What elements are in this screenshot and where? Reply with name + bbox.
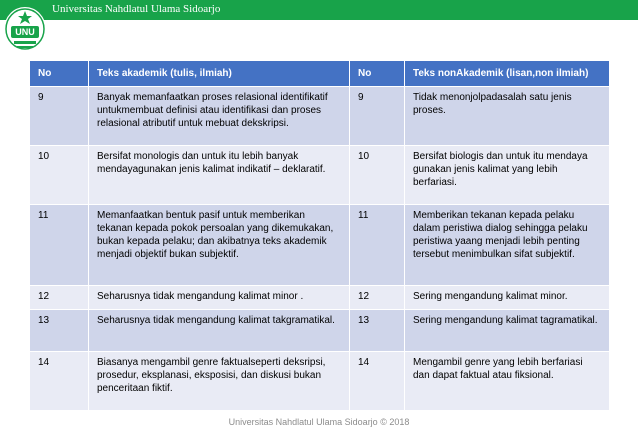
row-number: 14 (350, 352, 405, 411)
row-number: 10 (350, 146, 405, 205)
logo-text: UNU (15, 27, 35, 37)
nonacademic-cell: Mengambil genre yang lebih berfariasi dan dapat faktual atau fiksional. (405, 352, 610, 411)
table-header-row (30, 61, 610, 87)
row-number: 14 (30, 352, 89, 411)
university-logo (2, 2, 48, 54)
table-row (30, 286, 610, 310)
table-row (30, 352, 610, 411)
row-number: 13 (350, 310, 405, 352)
column-header-nonacademic: Teks nonAkademik (lisan,non ilmiah) (405, 61, 610, 87)
table-row (30, 87, 610, 146)
row-number: 11 (30, 205, 89, 286)
footer-text: Universitas Nahdlatul Ulama Sidoarjo © 2018 (228, 417, 410, 427)
nonacademic-cell: Sering mengandung kalimat minor. (405, 286, 610, 310)
column-header-no: No (350, 61, 405, 87)
header-title: Universitas Nahdlatul Ulama Sidoarjo (52, 3, 221, 15)
column-header-no: No (30, 61, 89, 87)
academic-cell: Bersifat monologis dan untuk itu lebih banyak mendayagunakan jenis kalimat indikatif – deklaratif. (89, 146, 350, 205)
row-number: 9 (30, 87, 89, 146)
row-number: 10 (30, 146, 89, 205)
column-header-academic: Teks akademik (tulis, ilmiah) (89, 61, 350, 87)
academic-cell: Memanfaatkan bentuk pasif untuk memberikan tekanan kepada pokok persoalan yang dikemukakan, bukan kepada pelaku; dan akibatnya teks akademik menjadi objektif bukan subjektif. (89, 205, 350, 286)
comparison-table (29, 60, 610, 411)
nonacademic-cell: Sering mengandung kalimat tagramatikal. (405, 310, 610, 352)
row-number: 13 (30, 310, 89, 352)
academic-cell: Seharusnya tidak mengandung kalimat takgramatikal. (89, 310, 350, 352)
row-number: 12 (30, 286, 89, 310)
table-row (30, 146, 610, 205)
table-row (30, 205, 610, 286)
header-bar (0, 0, 638, 20)
nonacademic-cell: Tidak menonjolpadasalah satu jenis proses. (405, 87, 610, 146)
academic-cell: Banyak memanfaatkan proses relasional identifikatif untukmembuat definisi atau identifikasi dan proses relasional atributif untuk mebuat dekskripsi. (89, 87, 350, 146)
row-number: 11 (350, 205, 405, 286)
row-number: 12 (350, 286, 405, 310)
nonacademic-cell: Bersifat biologis dan untuk itu mendaya gunakan jenis kalimat yang lebih berfariasi. (405, 146, 610, 205)
table-row (30, 310, 610, 352)
academic-cell: Seharusnya tidak mengandung kalimat minor . (89, 286, 350, 310)
academic-cell: Biasanya mengambil genre faktualseperti deksripsi, prosedur, eksplanasi, eksposisi, dan diskusi bukan penceritaan fiktif. (89, 352, 350, 411)
row-number: 9 (350, 87, 405, 146)
nonacademic-cell: Memberikan tekanan kepada pelaku dalam peristiwa dialog sehingga pelaku peristiwa yaang menjadi lebih penting tersebut menimbulkan sifat subjektif. (405, 205, 610, 286)
